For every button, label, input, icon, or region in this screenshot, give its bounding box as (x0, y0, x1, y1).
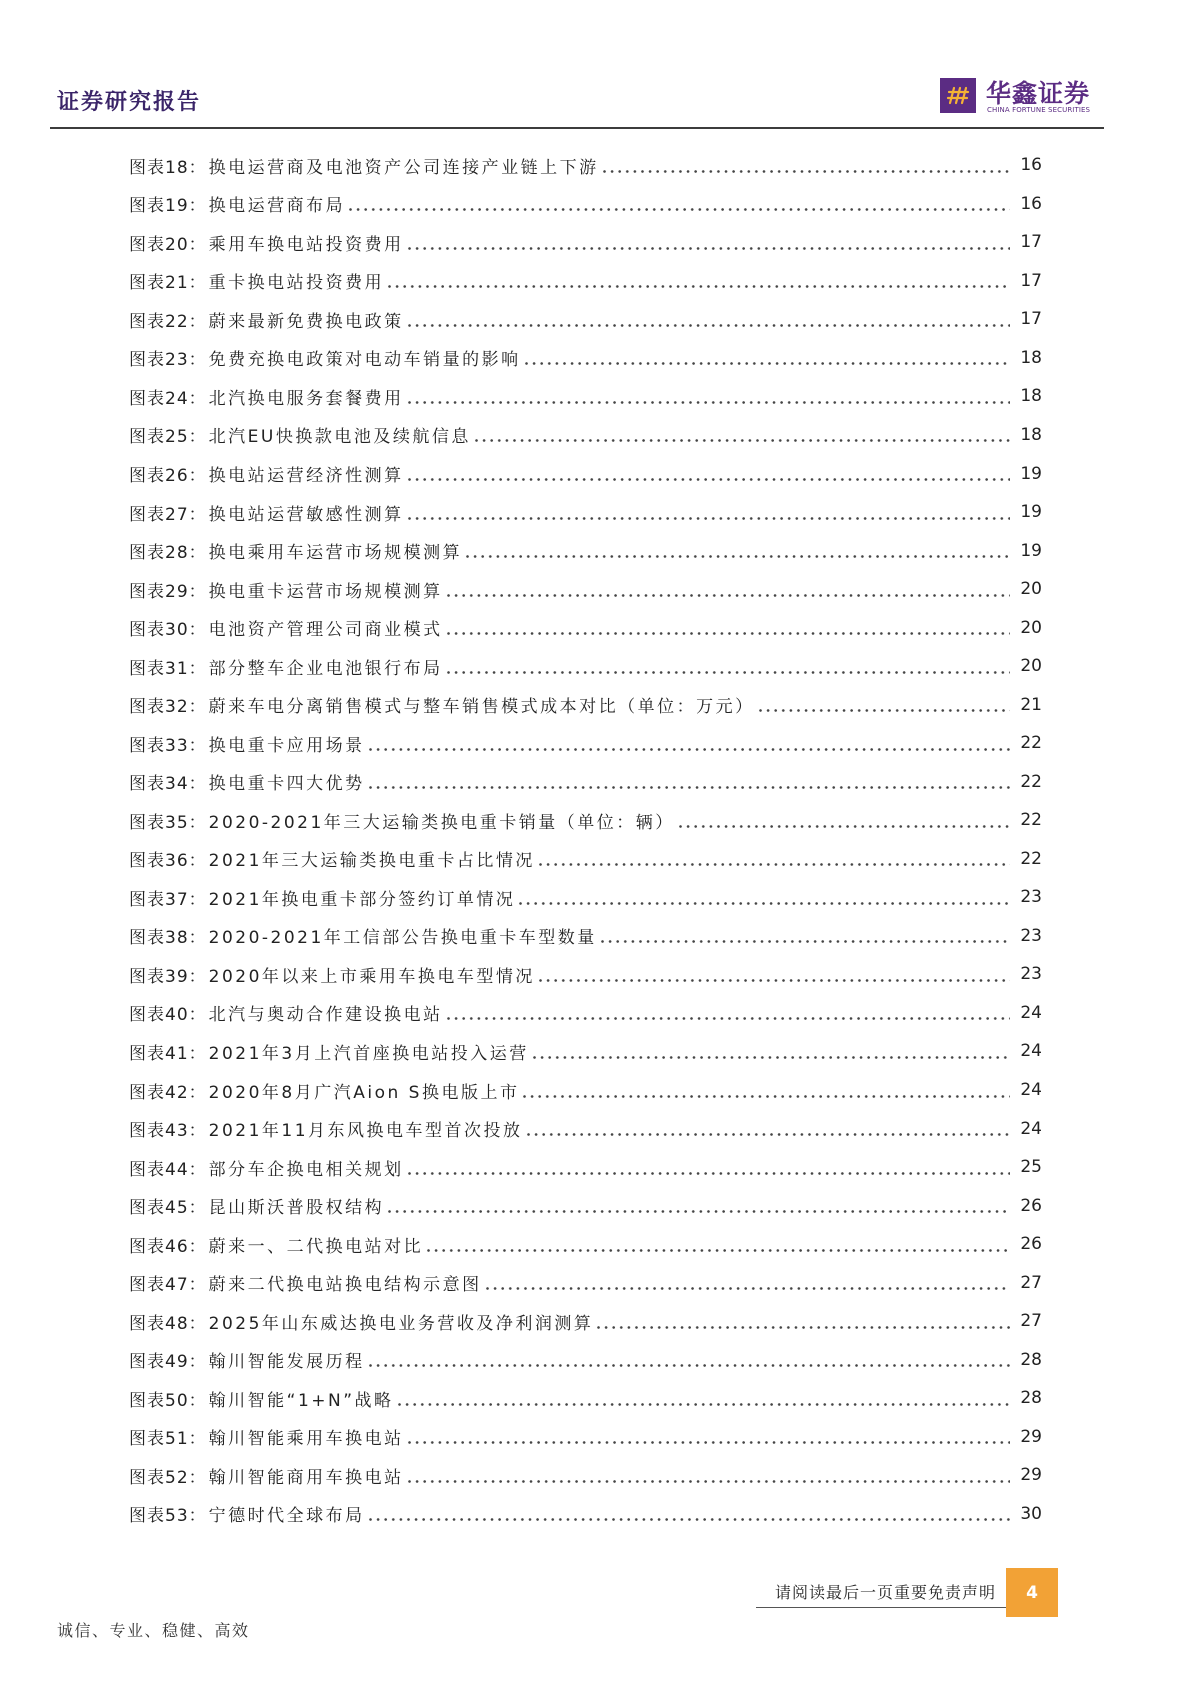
toc-entry (129, 1456, 1042, 1495)
toc-dot-leader (427, 1249, 1010, 1252)
toc-dot-leader (408, 1172, 1010, 1175)
toc-dot-leader (369, 1364, 1010, 1367)
toc-entry-page: 25 (1020, 1157, 1042, 1178)
toc-entry (129, 1302, 1042, 1341)
logo-name-en: CHINA FORTUNE SECURITIES (987, 106, 1091, 114)
toc-entry-label: 图表39： (129, 966, 207, 987)
toc-entry (129, 1186, 1042, 1225)
toc-entry (129, 724, 1042, 763)
figure-index-list (129, 146, 1042, 1533)
toc-entry (129, 377, 1042, 416)
toc-entry-title: 换电站运营敏感性测算 (208, 504, 404, 525)
china-fortune-logo-icon (940, 78, 976, 113)
toc-entry (129, 223, 1042, 262)
toc-dot-leader (408, 478, 1010, 481)
toc-dot-leader (533, 1056, 1010, 1059)
company-logo (940, 76, 1100, 118)
toc-entry-page: 20 (1020, 617, 1042, 638)
toc-dot-leader (527, 1133, 1010, 1136)
toc-entry-title: 换电运营商布局 (208, 196, 346, 217)
toc-entry-page: 17 (1020, 309, 1042, 330)
toc-dot-leader (447, 632, 1010, 635)
toc-entry (129, 531, 1042, 570)
toc-entry-page: 29 (1020, 1426, 1042, 1447)
toc-entry-page: 27 (1020, 1272, 1042, 1293)
toc-entry-label: 图表24： (129, 388, 207, 409)
toc-entry-label: 图表34： (129, 774, 207, 795)
toc-dot-leader (398, 1403, 1010, 1406)
toc-entry (129, 1148, 1042, 1187)
toc-entry-label: 图表29： (129, 581, 207, 602)
toc-entry (129, 994, 1042, 1033)
toc-entry-page: 16 (1020, 155, 1042, 176)
toc-dot-leader (603, 170, 1010, 173)
toc-entry-title: 蔚来二代换电站换电结构示意图 (208, 1275, 482, 1296)
toc-dot-leader (408, 1480, 1010, 1483)
toc-entry-title: 部分车企换电相关规划 (208, 1159, 404, 1180)
toc-entry-page: 26 (1020, 1234, 1042, 1255)
toc-entry (129, 1495, 1042, 1534)
toc-entry-label: 图表38： (129, 928, 207, 949)
toc-entry-title: 重卡换电站投资费用 (208, 273, 385, 294)
toc-entry (129, 339, 1042, 378)
toc-entry (129, 146, 1042, 185)
toc-entry-title: 2021年3月上汽首座换电站投入运营 (208, 1043, 529, 1064)
toc-entry (129, 763, 1042, 802)
toc-dot-leader (349, 208, 1010, 211)
toc-entry (129, 416, 1042, 455)
toc-entry (129, 1071, 1042, 1110)
toc-dot-leader (447, 1017, 1010, 1020)
toc-entry-label: 图表25： (129, 427, 207, 448)
toc-entry-title: 宁德时代全球布局 (208, 1506, 365, 1527)
toc-dot-leader (601, 940, 1010, 943)
toc-entry (129, 300, 1042, 339)
toc-dot-leader (597, 1326, 1010, 1329)
toc-dot-leader (369, 748, 1010, 751)
toc-entry-label: 图表47： (129, 1275, 207, 1296)
toc-entry (129, 1263, 1042, 1302)
toc-entry-page: 28 (1020, 1349, 1042, 1370)
toc-dot-leader (486, 1287, 1010, 1290)
toc-entry-page: 23 (1020, 925, 1042, 946)
toc-entry-label: 图表32： (129, 697, 207, 718)
toc-entry-title: 2021年换电重卡部分签约订单情况 (208, 889, 516, 910)
toc-entry (129, 1418, 1042, 1457)
toc-entry (129, 647, 1042, 686)
toc-entry-title: 北汽换电服务套餐费用 (208, 388, 404, 409)
toc-entry-label: 图表18： (129, 157, 207, 178)
toc-entry (129, 608, 1042, 647)
toc-entry-page: 28 (1020, 1388, 1042, 1409)
toc-dot-leader (539, 979, 1010, 982)
footer-divider (756, 1607, 1006, 1608)
toc-entry (129, 917, 1042, 956)
toc-dot-leader (408, 247, 1010, 250)
toc-entry-title: 免费充换电政策对电动车销量的影响 (208, 350, 521, 371)
toc-entry-page: 24 (1020, 1118, 1042, 1139)
toc-entry-label: 图表33： (129, 735, 207, 756)
toc-dot-leader (447, 671, 1010, 674)
toc-dot-leader (475, 439, 1010, 442)
toc-entry (129, 570, 1042, 609)
toc-entry-title: 北汽与奥动合作建设换电站 (208, 1005, 443, 1026)
toc-entry-label: 图表43： (129, 1121, 207, 1142)
toc-dot-leader (369, 1518, 1010, 1521)
toc-entry-page: 26 (1020, 1195, 1042, 1216)
toc-entry-page: 19 (1020, 502, 1042, 523)
toc-entry-title: 蔚来最新免费换电政策 (208, 311, 404, 332)
logo-name-cn: 华鑫证券 (986, 79, 1091, 108)
toc-dot-leader (408, 517, 1010, 520)
toc-entry (129, 955, 1042, 994)
toc-dot-leader (408, 1441, 1010, 1444)
toc-entry (129, 1225, 1042, 1264)
toc-entry-page: 19 (1020, 540, 1042, 561)
toc-entry-page: 22 (1020, 771, 1042, 792)
toc-dot-leader (466, 555, 1010, 558)
toc-entry-title: 2021年11月东风换电车型首次投放 (208, 1121, 523, 1142)
toc-entry-title: 电池资产管理公司商业模式 (208, 620, 443, 641)
toc-dot-leader (408, 401, 1010, 404)
toc-entry-label: 图表41： (129, 1043, 207, 1064)
toc-entry (129, 454, 1042, 493)
toc-entry-title: 2020年以来上市乘用车换电车型情况 (208, 966, 535, 987)
toc-entry-page: 18 (1020, 386, 1042, 407)
toc-entry-page: 16 (1020, 193, 1042, 214)
toc-dot-leader (519, 902, 1010, 905)
toc-entry-title: 部分整车企业电池银行布局 (208, 658, 443, 679)
toc-entry-label: 图表44： (129, 1159, 207, 1180)
toc-entry-label: 图表20： (129, 234, 207, 255)
report-type-title: 证券研究报告 (57, 89, 202, 115)
toc-entry-label: 图表50： (129, 1390, 207, 1411)
toc-entry-title: 翰川智能“1+N”战略 (208, 1390, 394, 1411)
toc-entry (129, 801, 1042, 840)
toc-entry-title: 昆山斯沃普股权结构 (208, 1198, 385, 1219)
toc-dot-leader (408, 324, 1010, 327)
toc-entry (129, 1340, 1042, 1379)
toc-entry-label: 图表26： (129, 466, 207, 487)
toc-entry-page: 19 (1020, 463, 1042, 484)
toc-entry-title: 换电重卡应用场景 (208, 735, 365, 756)
toc-entry-title: 2020-2021年三大运输类换电重卡销量（单位：辆） (208, 812, 675, 833)
toc-entry (129, 1032, 1042, 1071)
toc-entry-page: 22 (1020, 733, 1042, 754)
toc-dot-leader (523, 1095, 1010, 1098)
toc-entry (129, 1379, 1042, 1418)
toc-dot-leader (759, 709, 1010, 712)
toc-entry-label: 图表36： (129, 851, 207, 872)
toc-entry-label: 图表51： (129, 1429, 207, 1450)
toc-entry-title: 蔚来一、二代换电站对比 (208, 1236, 424, 1257)
toc-entry-page: 20 (1020, 656, 1042, 677)
toc-dot-leader (525, 362, 1010, 365)
toc-entry-label: 图表46： (129, 1236, 207, 1257)
toc-entry-page: 22 (1020, 810, 1042, 831)
toc-entry-label: 图表53： (129, 1506, 207, 1527)
toc-entry-title: 翰川智能乘用车换电站 (208, 1429, 404, 1450)
toc-entry (129, 262, 1042, 301)
toc-dot-leader (369, 786, 1010, 789)
toc-entry-label: 图表19： (129, 196, 207, 217)
toc-entry-page: 18 (1020, 424, 1042, 445)
page-number-badge (1006, 1568, 1058, 1617)
toc-dot-leader (539, 863, 1010, 866)
toc-entry-title: 翰川智能商用车换电站 (208, 1467, 404, 1488)
toc-entry (129, 1109, 1042, 1148)
toc-entry-title: 2020-2021年工信部公告换电重卡车型数量 (208, 928, 597, 949)
toc-entry-page: 24 (1020, 1080, 1042, 1101)
toc-entry-page: 20 (1020, 579, 1042, 600)
toc-entry (129, 685, 1042, 724)
toc-entry-label: 图表52： (129, 1467, 207, 1488)
toc-entry (129, 185, 1042, 224)
disclaimer-note: 请阅读最后一页重要免责声明 (774, 1583, 996, 1602)
toc-entry-label: 图表22： (129, 311, 207, 332)
toc-dot-leader (388, 1210, 1010, 1213)
toc-entry-label: 图表48： (129, 1313, 207, 1334)
toc-entry-label: 图表49： (129, 1352, 207, 1373)
toc-entry-page: 23 (1020, 964, 1042, 985)
toc-entry-title: 蔚来车电分离销售模式与整车销售模式成本对比（单位：万元） (208, 697, 755, 718)
toc-dot-leader (447, 594, 1010, 597)
toc-entry-page: 27 (1020, 1311, 1042, 1332)
toc-entry-label: 图表45： (129, 1198, 207, 1219)
toc-entry-title: 换电乘用车运营市场规模测算 (208, 543, 463, 564)
toc-entry-page: 18 (1020, 347, 1042, 368)
toc-entry (129, 840, 1042, 879)
toc-entry-page: 21 (1020, 694, 1042, 715)
toc-entry-label: 图表30： (129, 620, 207, 641)
toc-entry-label: 图表28： (129, 543, 207, 564)
toc-entry-label: 图表40： (129, 1005, 207, 1026)
toc-entry-title: 换电运营商及电池资产公司连接产业链上下游 (208, 157, 599, 178)
header-divider (50, 127, 1104, 129)
toc-entry-title: 换电重卡四大优势 (208, 774, 365, 795)
toc-entry-label: 图表31： (129, 658, 207, 679)
toc-entry-title: 北汽EU快换款电池及续航信息 (208, 427, 471, 448)
toc-entry-page: 17 (1020, 270, 1042, 291)
toc-entry-page: 30 (1020, 1503, 1042, 1524)
toc-entry-label: 图表23： (129, 350, 207, 371)
toc-entry-page: 29 (1020, 1465, 1042, 1486)
toc-entry-title: 2025年山东威达换电业务营收及净利润测算 (208, 1313, 594, 1334)
toc-entry-title: 换电站运营经济性测算 (208, 466, 404, 487)
toc-entry (129, 878, 1042, 917)
company-motto: 诚信、专业、稳健、高效 (57, 1621, 250, 1640)
toc-entry-label: 图表42： (129, 1082, 207, 1103)
toc-dot-leader (388, 285, 1010, 288)
toc-entry-label: 图表35： (129, 812, 207, 833)
toc-dot-leader (679, 825, 1010, 828)
toc-entry-page: 17 (1020, 232, 1042, 253)
toc-entry-page: 24 (1020, 1041, 1042, 1062)
toc-entry-page: 22 (1020, 848, 1042, 869)
toc-entry-label: 图表27： (129, 504, 207, 525)
toc-entry-title: 换电重卡运营市场规模测算 (208, 581, 443, 602)
toc-entry-title: 乘用车换电站投资费用 (208, 234, 404, 255)
toc-entry-title: 2020年8月广汽Aion S换电版上市 (208, 1082, 520, 1103)
toc-entry-title: 2021年三大运输类换电重卡占比情况 (208, 851, 535, 872)
toc-entry-label: 图表37： (129, 889, 207, 910)
toc-entry-page: 23 (1020, 887, 1042, 908)
toc-entry-title: 翰川智能发展历程 (208, 1352, 365, 1373)
page-number: 4 (1026, 1582, 1038, 1603)
toc-entry-label: 图表21： (129, 273, 207, 294)
toc-entry-page: 24 (1020, 1002, 1042, 1023)
toc-entry (129, 493, 1042, 532)
